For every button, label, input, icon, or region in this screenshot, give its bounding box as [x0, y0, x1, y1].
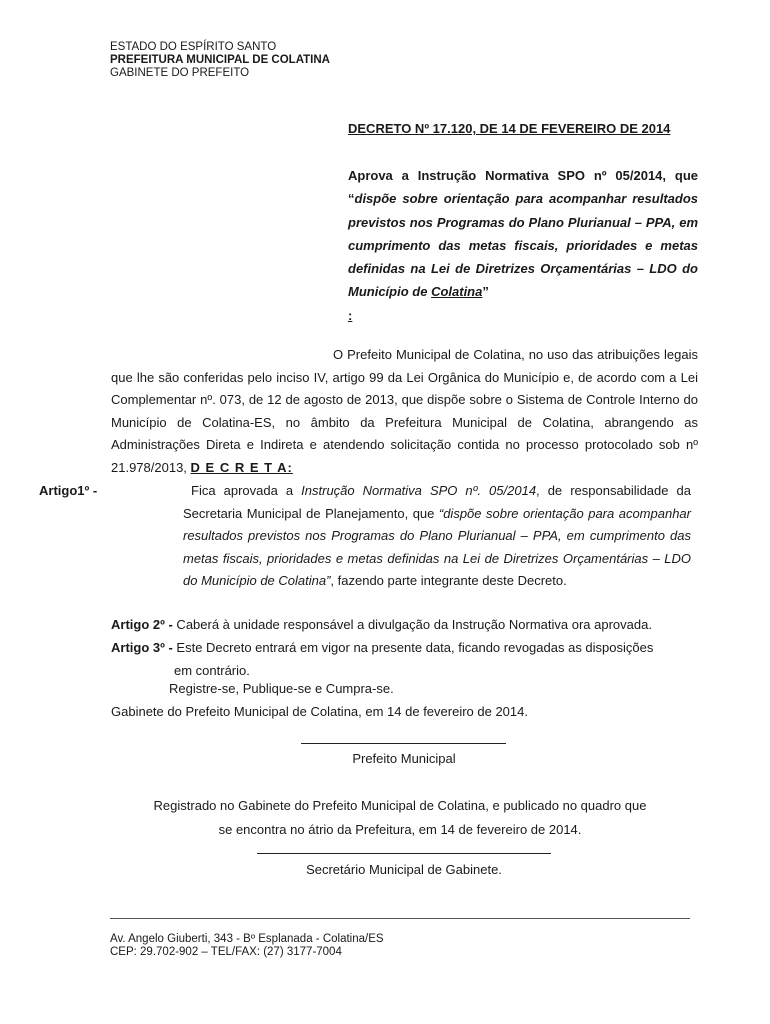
signature-secretario: Secretário Municipal de Gabinete. [306, 862, 502, 877]
registre-line: Registre-se, Publique-se e Cumpra-se. [169, 681, 394, 696]
artigo-2-text: Caberá à unidade responsável a divulgação da Instrução Normativa ora aprovada. [172, 617, 652, 632]
artigo-1-text3: , fazendo parte integrante deste Decreto. [330, 573, 567, 588]
summary-close-quote: ” [482, 284, 489, 300]
decree-summary [348, 164, 698, 327]
signature-line-prefeito [301, 743, 506, 744]
letterhead [110, 41, 330, 80]
artigo-1-italic2: “dispõe sobre orientação para acompanhar resultados previstos nos Programas do Plano Plurianual – PPA, em cumprimento das metas fiscais, prioridades e metas definidas na Lei de Diretrizes Orçamentárias – LDO do Município de Colatina” [183, 505, 691, 588]
preamble-text: O Prefeito Municipal de Colatina, no uso das atribuições legais que lhe são conferidas pelo inciso IV, artigo 99 da Lei Orgânica do Município e, de acordo com a Lei Complementar nº. 073, de 12 de agosto de 2013, que dispõe sobre o Sistema de Controle Interno do Município de Colatina-ES, no âmbito da Prefeitura Municipal de Colatina, abrangendo as Administrações Direta e Indireta e atendendo solicitação contida no processo protocolado sob nº 21.978/2013, [111, 347, 698, 475]
letterhead-prefeitura: PREFEITURA MUNICIPAL DE COLATINA [110, 54, 330, 66]
artigo-3-label: Artigo 3º - [111, 640, 173, 655]
artigo-1-text2: , de responsabilidade da Secretaria Municipal de Planejamento, que [183, 483, 691, 521]
footer-divider [110, 918, 690, 919]
signature-prefeito: Prefeito Municipal [352, 751, 456, 766]
summary-lead: Aprova a Instrução Normativa SPO nº 05/2014, que “ [348, 168, 698, 207]
footer-address: Av. Angelo Giuberti, 343 - Bº Esplanada - Colatina/ES [110, 933, 384, 945]
artigo-3-text: Este Decreto entrará em vigor na presente data, ficando revogadas as disposições [172, 640, 654, 655]
footer-contact: CEP: 29.702-902 – TEL/FAX: (27) 3177-7004 [110, 946, 342, 958]
decree-title: DECRETO Nº 17.120, DE 14 DE FEVEREIRO DE 2014 [348, 121, 671, 136]
artigo-1 [39, 480, 691, 593]
letterhead-state: ESTADO DO ESPÍRITO SANTO [110, 41, 277, 53]
artigo-1-text1: Fica aprovada a [183, 483, 302, 498]
gabinete-date-line: Gabinete do Prefeito Municipal de Colatina, em 14 de fevereiro de 2014. [111, 704, 528, 719]
registration-note: Registrado no Gabinete do Prefeito Municipal de Colatina, e publicado no quadro que se encontra no átrio da Prefeitura, em 14 de fevereiro de 2014. [153, 798, 647, 837]
artigo-1-italic1: Instrução Normativa SPO nº. 05/2014 [301, 483, 537, 498]
artigo-3-continuation: em contrário. [174, 662, 250, 678]
preamble [111, 344, 698, 479]
artigo-2 [111, 614, 711, 637]
decreta-label: D E C R E T A: [190, 459, 293, 475]
signature-line-secretario [257, 853, 551, 854]
artigo-3 [111, 637, 701, 682]
artigo-1-label: Artigo1º - [39, 483, 98, 498]
summary-italic: dispõe sobre orientação para acompanhar resultados previstos nos Programas do Plano Plurianual – PPA, em cumprimento das metas fiscais, prioridades e metas definidas na Lei de Diretrizes Orçamentárias – LDO do Município de [348, 191, 698, 300]
summary-colatina: Colatina [431, 284, 483, 300]
footer [110, 933, 384, 959]
artigo-2-label: Artigo 2º - [111, 617, 173, 632]
summary-colon: : [348, 307, 353, 323]
letterhead-gabinete: GABINETE DO PREFEITO [110, 67, 250, 79]
